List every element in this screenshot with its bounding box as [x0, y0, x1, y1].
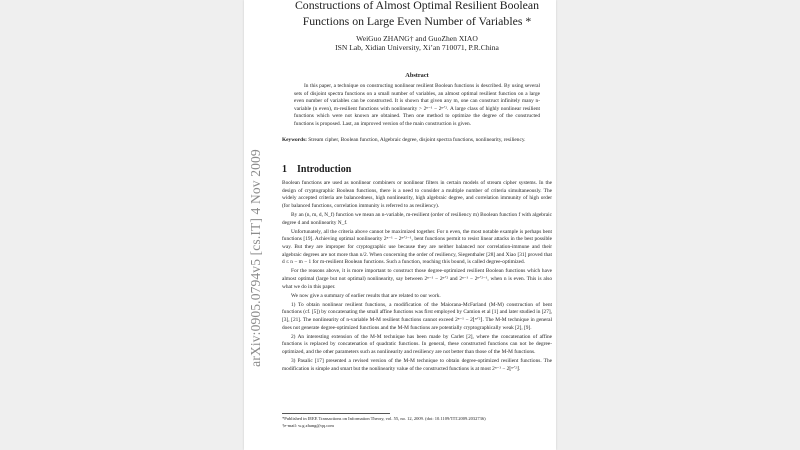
paragraph: For the reasons above, it is more important to construct those degree-optimized resilient Boolean functions which have almost optimal (large but not optimal) nonlinearity, say between 2ⁿ⁻¹ − 2ⁿᐟ² and 2ⁿ⁻¹ − 2ⁿᐟ²⁻¹, when n is even. This is also what we do in this paper.: [282, 268, 552, 290]
paper-title: [282, 0, 552, 29]
keywords: [282, 137, 552, 145]
affiliation: ISN Lab, Xidian University, Xi’an 710071, P.R.China: [335, 43, 499, 52]
paragraph: Unfortunately, all the criteria above cannot be maximized together. For n even, the most notable example is perhaps bent functions [19]. Achieving optimal nonlinearity 2ⁿ⁻¹ − 2ⁿᐟ²⁻¹, bent functions permit to resist linear attacks in the best possible way. But they are improper for cryptographic use because they are neither balanced nor correlation-immune and their algebraic degrees are not more than n/2. When concerning the order of resiliency, Siegenthaler [28] and Xiao [31] proved that d ≤ n − m − 1 for m-resilient Boolean functions. Such a function, reaching this bound, is called degree-optimized.: [282, 228, 552, 266]
paragraph: 1) To obtain nonlinear resilient functions, a modification of the Maiorana-McFarland (M-M) construction of bent functions (cf. [5]) by concatenating the small affine functions was first employed by Camion et al [1] and later studied in [27], [3], [21]. The nonlinearity of n-variable M-M resilient functions cannot exceed 2ⁿ⁻¹ − 2⌊ⁿᐟ²⌋. The M-M technique in general does not generate degree-optimized functions and the M-M functions are potentially cryptographically weak [2], [9].: [282, 301, 552, 331]
footnote-publication: *Published in IEEE Transactions on Information Theory, vol. 55, no. 12, 2009. (doi: 10.1109/TIT.2009.2032736): [282, 416, 486, 421]
authors: WeiGuo ZHANG† and GuoZhen XIAO: [356, 34, 478, 43]
footnote-email[interactable]: †e-mail: w.g.zhang@qq.com: [282, 423, 334, 428]
paragraph: We now give a summary of earlier results that are related to our work.: [291, 292, 441, 299]
footnote-rule: [282, 413, 390, 414]
intro-body: [282, 180, 552, 375]
keywords-text: Stream cipher, Boolean function, Algebraic degree, disjoint spectra functions, nonlinearity, resiliency.: [308, 137, 526, 143]
abstract-text: In this paper, a technique on constructing nonlinear resilient Boolean functions is described. By using several sets of disjoint spectra functions on a small number of variables, an almost optimal resilient function on a large even number of variables can be constructed. It is shown that given any m, one can construct infinitely many n-variable (n even), m-resilient functions with nonlinearity > 2ⁿ⁻¹ − 2ⁿᐟ². A large class of highly nonlinear resilient functions which were not known are obtained. Then one method to optimize the degree of the constructed functions is proposed. Last, an improved version of the main construction is given.: [294, 83, 540, 127]
section-heading: [282, 164, 361, 175]
paragraph: Boolean functions are used as nonlinear combiners or nonlinear filters in certain models of stream cipher systems. In the design of cryptographic Boolean functions, there is a need to consider a multiple number of criteria simultaneously. The widely accepted criteria are balancedness, high nonlinearity, high algebraic degree, and correlation immunity of high order (for balanced functions, correlation immunity is referred to as resiliency).: [282, 180, 552, 209]
paragraph: 2) An interesting extension of the M-M technique has been made by Carlet [2], where the concatenation of affine functions is replaced by concatenation of quadratic functions. In general, these constructed functions can not be degree-optimized, and the other parameters such as nonlinearity and resiliency are not better than those of the M-M functions.: [282, 333, 552, 356]
section-number: 1: [282, 164, 287, 175]
section-title: Introduction: [297, 164, 352, 175]
paragraph: 3) Pasalic [17] presented a revised version of the M-M technique to obtain degree-optimized resilient functions. The modification is simple and smart but the nonlinearity value of the constructed functions is at most 2ⁿ⁻¹ − 2⌊ⁿᐟ²⌋.: [282, 358, 552, 372]
title-line-2: Functions on Large Even Number of Variables *: [302, 14, 532, 28]
paragraph: By an (n, m, d, N_f) function we mean an n-variable, m-resilient (order of resiliency m) Boolean function f with algebraic degree d and nonlinearity N_f.: [282, 212, 552, 226]
keywords-label: Keywords:: [282, 137, 307, 143]
arxiv-identifier[interactable]: arXiv:0905.0794v5 [cs.IT] 4 Nov 2009: [248, 149, 263, 367]
abstract-heading: Abstract: [405, 72, 429, 79]
title-line-1: Constructions of Almost Optimal Resilient Boolean: [294, 0, 540, 12]
